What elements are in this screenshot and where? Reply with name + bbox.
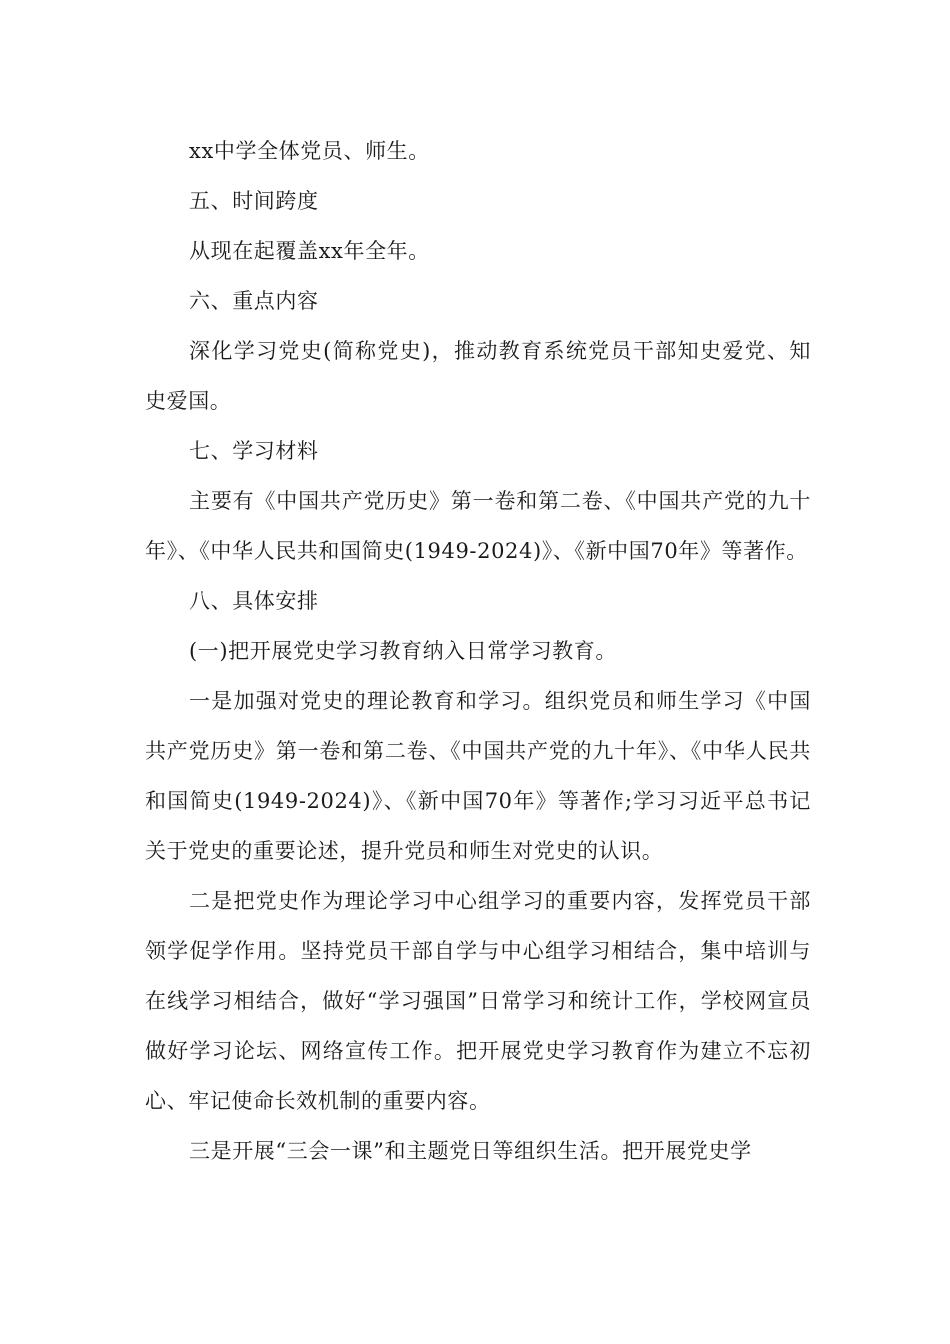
paragraph-time-span: 从现在起覆盖xx年全年。 [189,239,430,263]
heading-study-materials: 七、学习材料 [189,439,319,463]
paragraph-audience: xx中学全体党员、师生。 [189,139,430,163]
document-body [145,126,811,1176]
heading-key-content: 六、重点内容 [189,289,319,313]
paragraph-central-group-study: 二是把党史作为理论学习中心组学习的重要内容，发挥党员干部领学促学作用。坚持党员干部自学与中心组学习相结合，集中培训与在线学习相结合，做好“学习强国”日常学习和统计工作，学校网宣员做好学习论坛、网络宣传工作。把开展党史学习教育作为建立不忘初心、牢记使命长效机制的重要内容。 [145,889,811,1113]
paragraph-study-materials: 主要有《中国共产党历史》第一卷和第二卷、《中国共产党的九十年》、《中华人民共和国简史(1949-2024)》、《新中国70年》等著作。 [145,489,811,563]
paragraph-theory-education: 一是加强对党史的理论教育和学习。组织党员和师生学习《中国共产党历史》第一卷和第二卷、《中国共产党的九十年》、《中华人民共和国简史(1949-2024)》、《新中国70年》等著作;学习习近平总书记关于党史的重要论述，提升党员和师生对党史的认识。 [145,689,811,863]
paragraph-organizational-life: 三是开展“三会一课”和主题党日等组织生活。把开展党史学 [189,1139,752,1163]
paragraph-key-content: 深化学习党史(简称党史)，推动教育系统党员干部知史爱党、知史爱国。 [145,339,811,413]
heading-arrangements: 八、具体安排 [189,589,319,613]
subheading-daily-study: (一)把开展党史学习教育纳入日常学习教育。 [189,639,617,663]
heading-time-span: 五、时间跨度 [189,189,319,213]
